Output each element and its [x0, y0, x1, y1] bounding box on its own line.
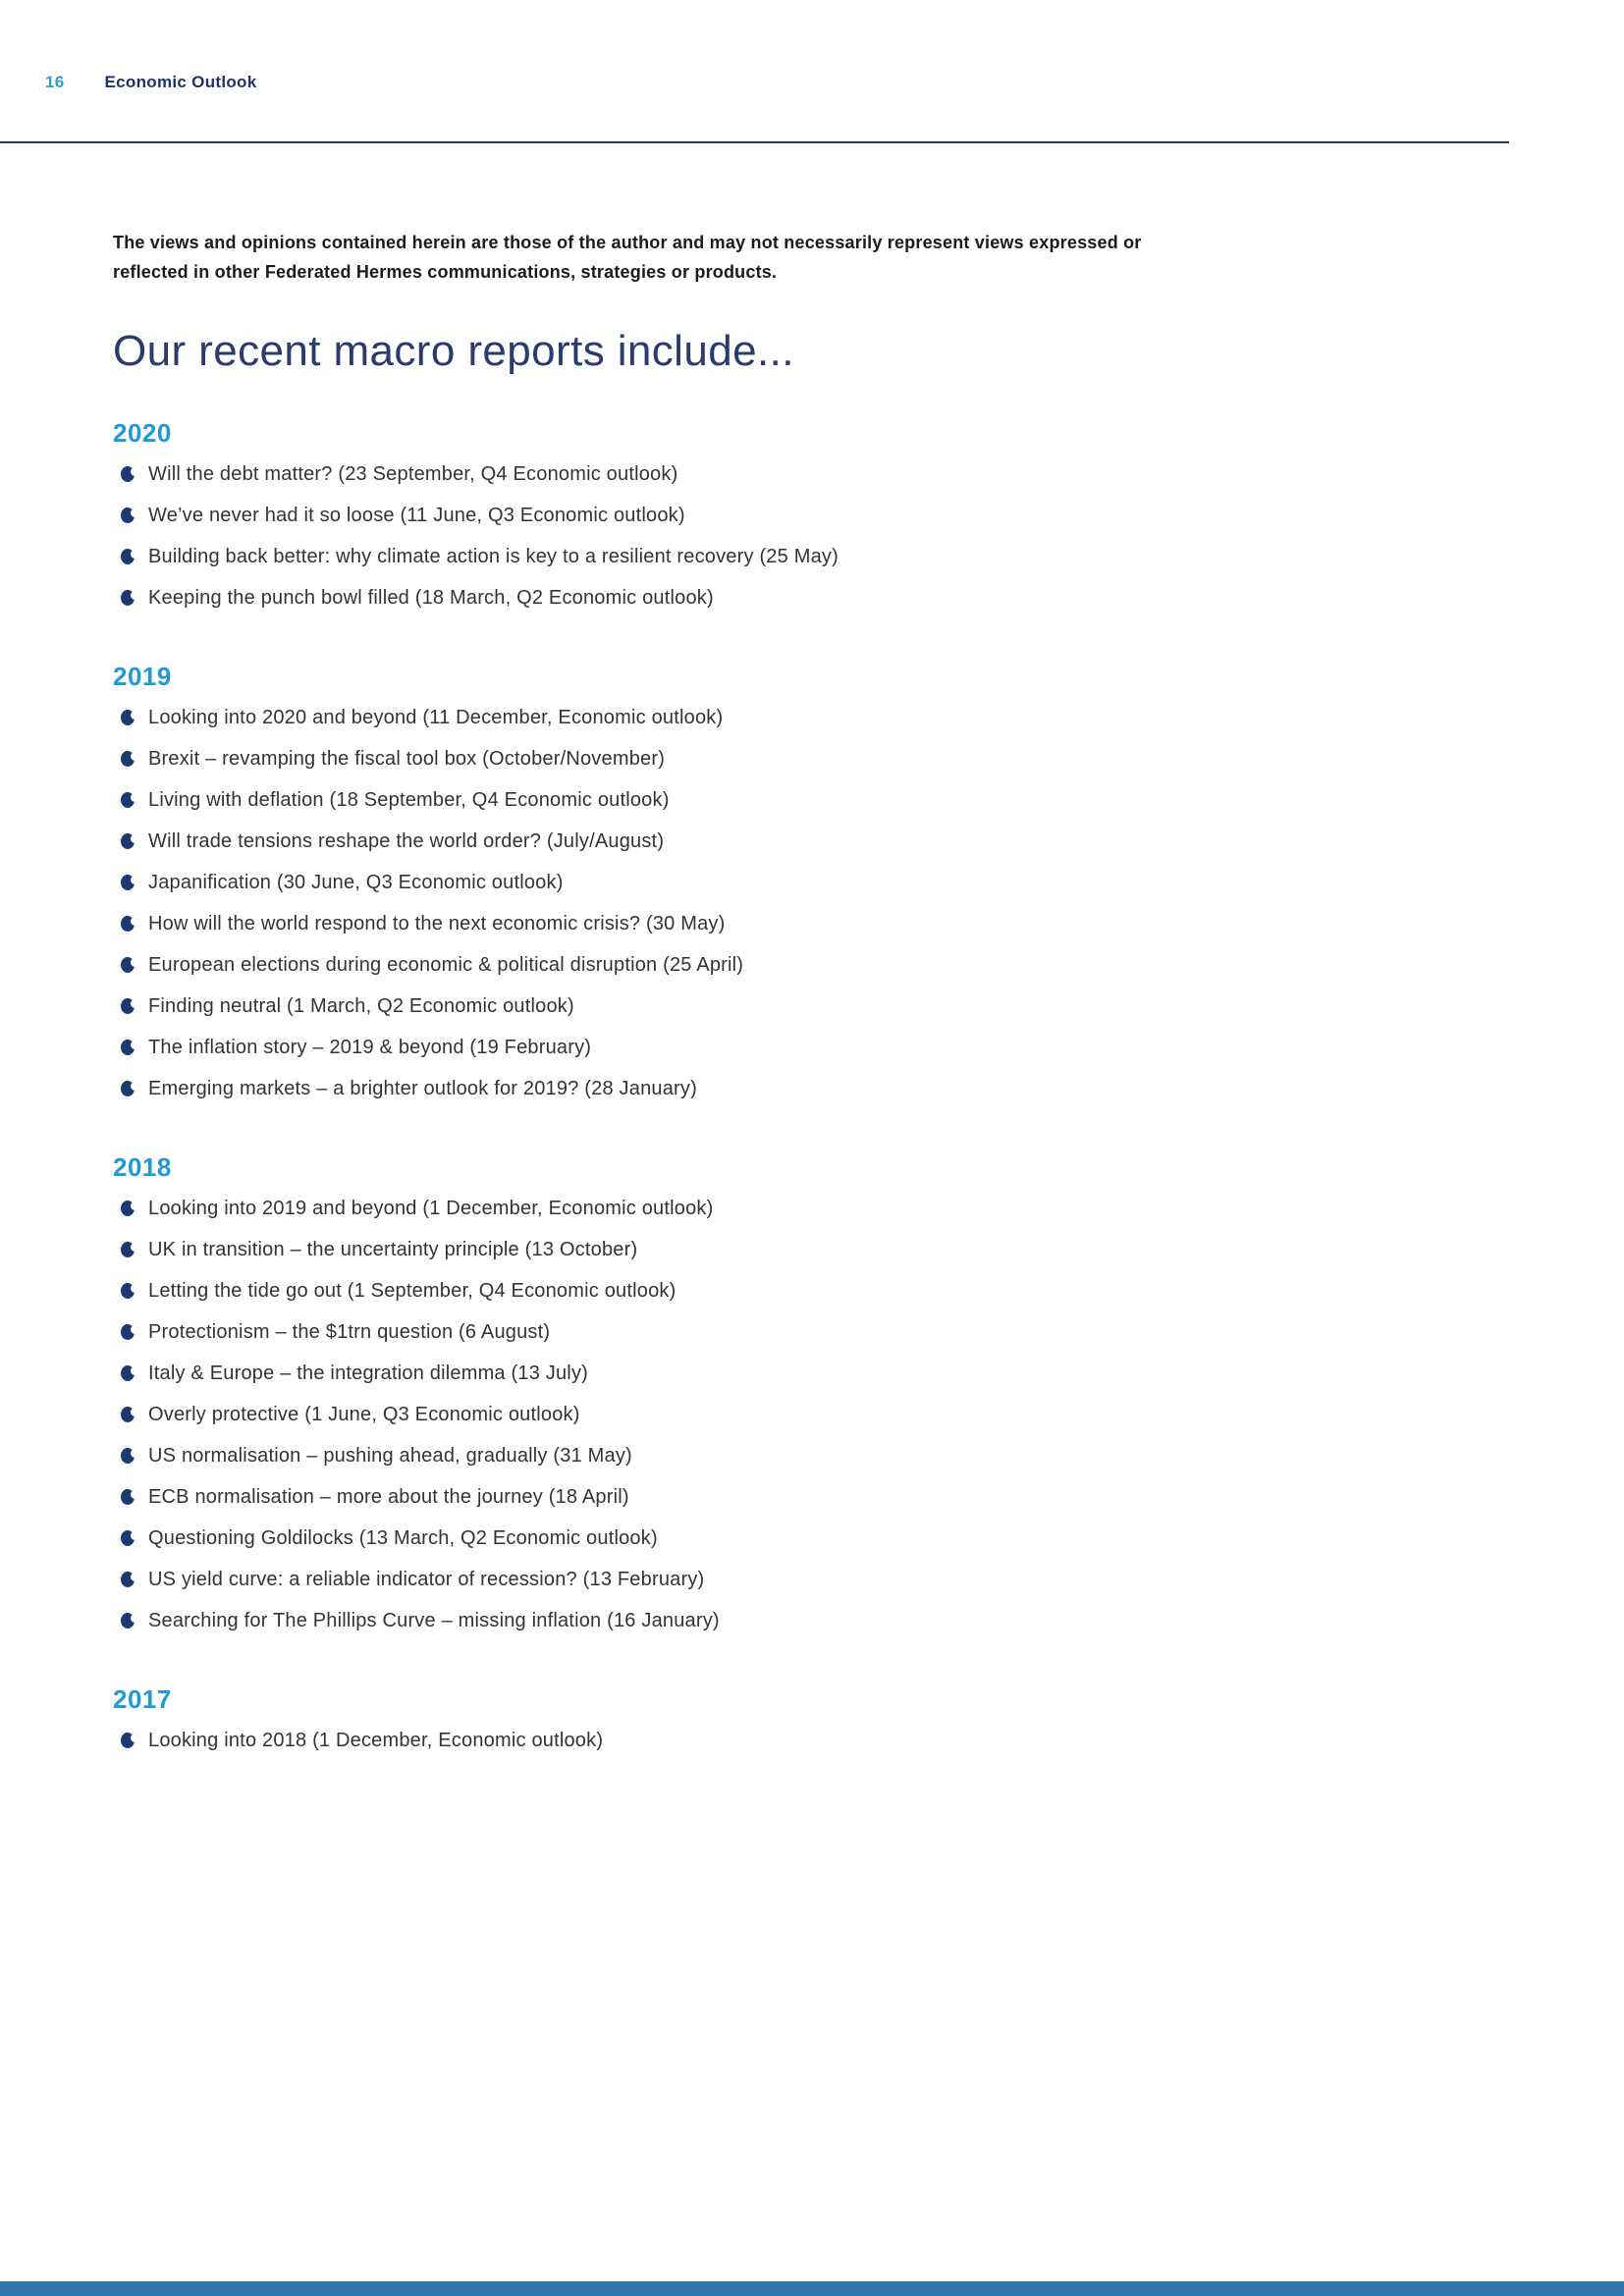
report-item: [113, 1027, 1512, 1068]
report-item: [113, 944, 1512, 986]
disclaimer-text: [113, 228, 1512, 287]
bullet-icon: [121, 710, 135, 725]
report-item-label: Emerging markets – a brighter outlook for 2019? (28 January): [148, 1077, 697, 1099]
year-heading: 2020: [113, 418, 172, 448]
report-item-label: Looking into 2018 (1 December, Economic outlook): [148, 1729, 604, 1751]
bullet-icon: [121, 466, 135, 482]
bullet-icon: [121, 1040, 135, 1055]
bullet-icon: [121, 549, 135, 564]
report-item-label: We’ve never had it so loose (11 June, Q3 Economic outlook): [148, 504, 685, 526]
bullet-icon: [121, 1530, 135, 1546]
report-item-label: US yield curve: a reliable indicator of recession? (13 February): [148, 1568, 705, 1590]
report-item: [113, 1559, 1512, 1600]
page-number: 16: [45, 73, 65, 91]
bullet-icon: [121, 1733, 135, 1748]
reports-sections: [113, 416, 1512, 1761]
report-item: [113, 1394, 1512, 1435]
report-item: [113, 1229, 1512, 1270]
report-item: [113, 536, 1512, 577]
report-item: [113, 779, 1512, 821]
year-section-2019: [113, 660, 1512, 1109]
year-section-2018: [113, 1150, 1512, 1641]
report-item-label: Protectionism – the $1trn question (6 August): [148, 1320, 551, 1343]
report-item: [113, 1720, 1512, 1761]
report-item-label: Finding neutral (1 March, Q2 Economic outlook): [148, 994, 574, 1017]
report-item-label: Italy & Europe – the integration dilemma (13 July): [148, 1362, 588, 1384]
bullet-icon: [121, 792, 135, 808]
report-item-label: How will the world respond to the next economic crisis? (30 May): [148, 912, 726, 934]
bullet-icon: [121, 1613, 135, 1629]
report-item: [113, 862, 1512, 903]
bullet-icon: [121, 1407, 135, 1422]
report-item: [113, 738, 1512, 779]
year-section-2017: [113, 1682, 1512, 1761]
footer-accent-bar: [0, 2281, 1624, 2296]
report-item: [113, 1188, 1512, 1229]
page-content: [113, 228, 1512, 1761]
report-list: [113, 1188, 1512, 1641]
report-item-label: Questioning Goldilocks (13 March, Q2 Economic outlook): [148, 1526, 658, 1549]
report-item: [113, 1435, 1512, 1476]
report-item-label: Building back better: why climate action is key to a resilient recovery (25 May): [148, 545, 839, 567]
report-item-label: Will the debt matter? (23 September, Q4 Economic outlook): [148, 462, 678, 485]
report-item: [113, 577, 1512, 618]
report-item-label: European elections during economic & political disruption (25 April): [148, 953, 744, 976]
report-item: [113, 1311, 1512, 1353]
bullet-icon: [121, 1448, 135, 1464]
report-item-label: Will trade tensions reshape the world order? (July/August): [148, 829, 665, 852]
bullet-icon: [121, 1324, 135, 1340]
report-item-label: Looking into 2020 and beyond (11 December, Economic outlook): [148, 706, 724, 728]
report-item: [113, 697, 1512, 738]
report-item-label: Living with deflation (18 September, Q4 Economic outlook): [148, 788, 670, 811]
bullet-icon: [121, 507, 135, 523]
report-item-label: Letting the tide go out (1 September, Q4 Economic outlook): [148, 1279, 677, 1302]
page-title: Economic Outlook: [104, 73, 257, 91]
bullet-icon: [121, 875, 135, 890]
bullet-icon: [121, 957, 135, 973]
bullet-icon: [121, 916, 135, 932]
report-item-label: Brexit – revamping the fiscal tool box (October/November): [148, 747, 666, 770]
bullet-icon: [121, 998, 135, 1014]
bullet-icon: [121, 833, 135, 849]
report-item-label: ECB normalisation – more about the journey (18 April): [148, 1485, 629, 1508]
report-list: [113, 697, 1512, 1109]
report-item-label: Keeping the punch bowl filled (18 March, Q2 Economic outlook): [148, 586, 714, 609]
report-item: [113, 986, 1512, 1027]
bullet-icon: [121, 1242, 135, 1257]
report-item-label: Looking into 2019 and beyond (1 December, Economic outlook): [148, 1197, 714, 1219]
report-item: [113, 454, 1512, 495]
report-item: [113, 1353, 1512, 1394]
page-header: [45, 73, 257, 92]
report-item: [113, 1068, 1512, 1109]
bullet-icon: [121, 1489, 135, 1505]
bullet-icon: [121, 1365, 135, 1381]
bullet-icon: [121, 590, 135, 606]
year-section-2020: [113, 416, 1512, 618]
report-item: [113, 1270, 1512, 1311]
report-item: [113, 903, 1512, 944]
year-heading: 2018: [113, 1152, 172, 1182]
year-heading: 2017: [113, 1684, 172, 1714]
bullet-icon: [121, 1572, 135, 1587]
report-item-label: Searching for The Phillips Curve – missing inflation (16 January): [148, 1609, 720, 1631]
report-item-label: Japanification (30 June, Q3 Economic outlook): [148, 871, 564, 893]
report-list: [113, 1720, 1512, 1761]
report-item-label: Overly protective (1 June, Q3 Economic outlook): [148, 1403, 580, 1425]
report-item-label: The inflation story – 2019 & beyond (19 February): [148, 1036, 592, 1058]
report-item: [113, 821, 1512, 862]
bullet-icon: [121, 1283, 135, 1299]
year-heading: 2019: [113, 662, 172, 691]
report-item: [113, 1518, 1512, 1559]
report-item: [113, 1476, 1512, 1518]
report-item: [113, 1600, 1512, 1641]
report-item-label: US normalisation – pushing ahead, gradually (31 May): [148, 1444, 632, 1467]
header-rule: [0, 141, 1509, 143]
disclaimer-line-2: reflected in other Federated Hermes communications, strategies or products.: [113, 262, 778, 282]
report-item-label: UK in transition – the uncertainty principle (13 October): [148, 1238, 638, 1260]
report-list: [113, 454, 1512, 618]
bullet-icon: [121, 1201, 135, 1216]
report-item: [113, 495, 1512, 536]
bullet-icon: [121, 751, 135, 767]
bullet-icon: [121, 1081, 135, 1096]
disclaimer-line-1: The views and opinions contained herein are those of the author and may not necessarily represent views expressed or: [113, 233, 1142, 252]
page-main-heading: Our recent macro reports include...: [113, 327, 794, 375]
